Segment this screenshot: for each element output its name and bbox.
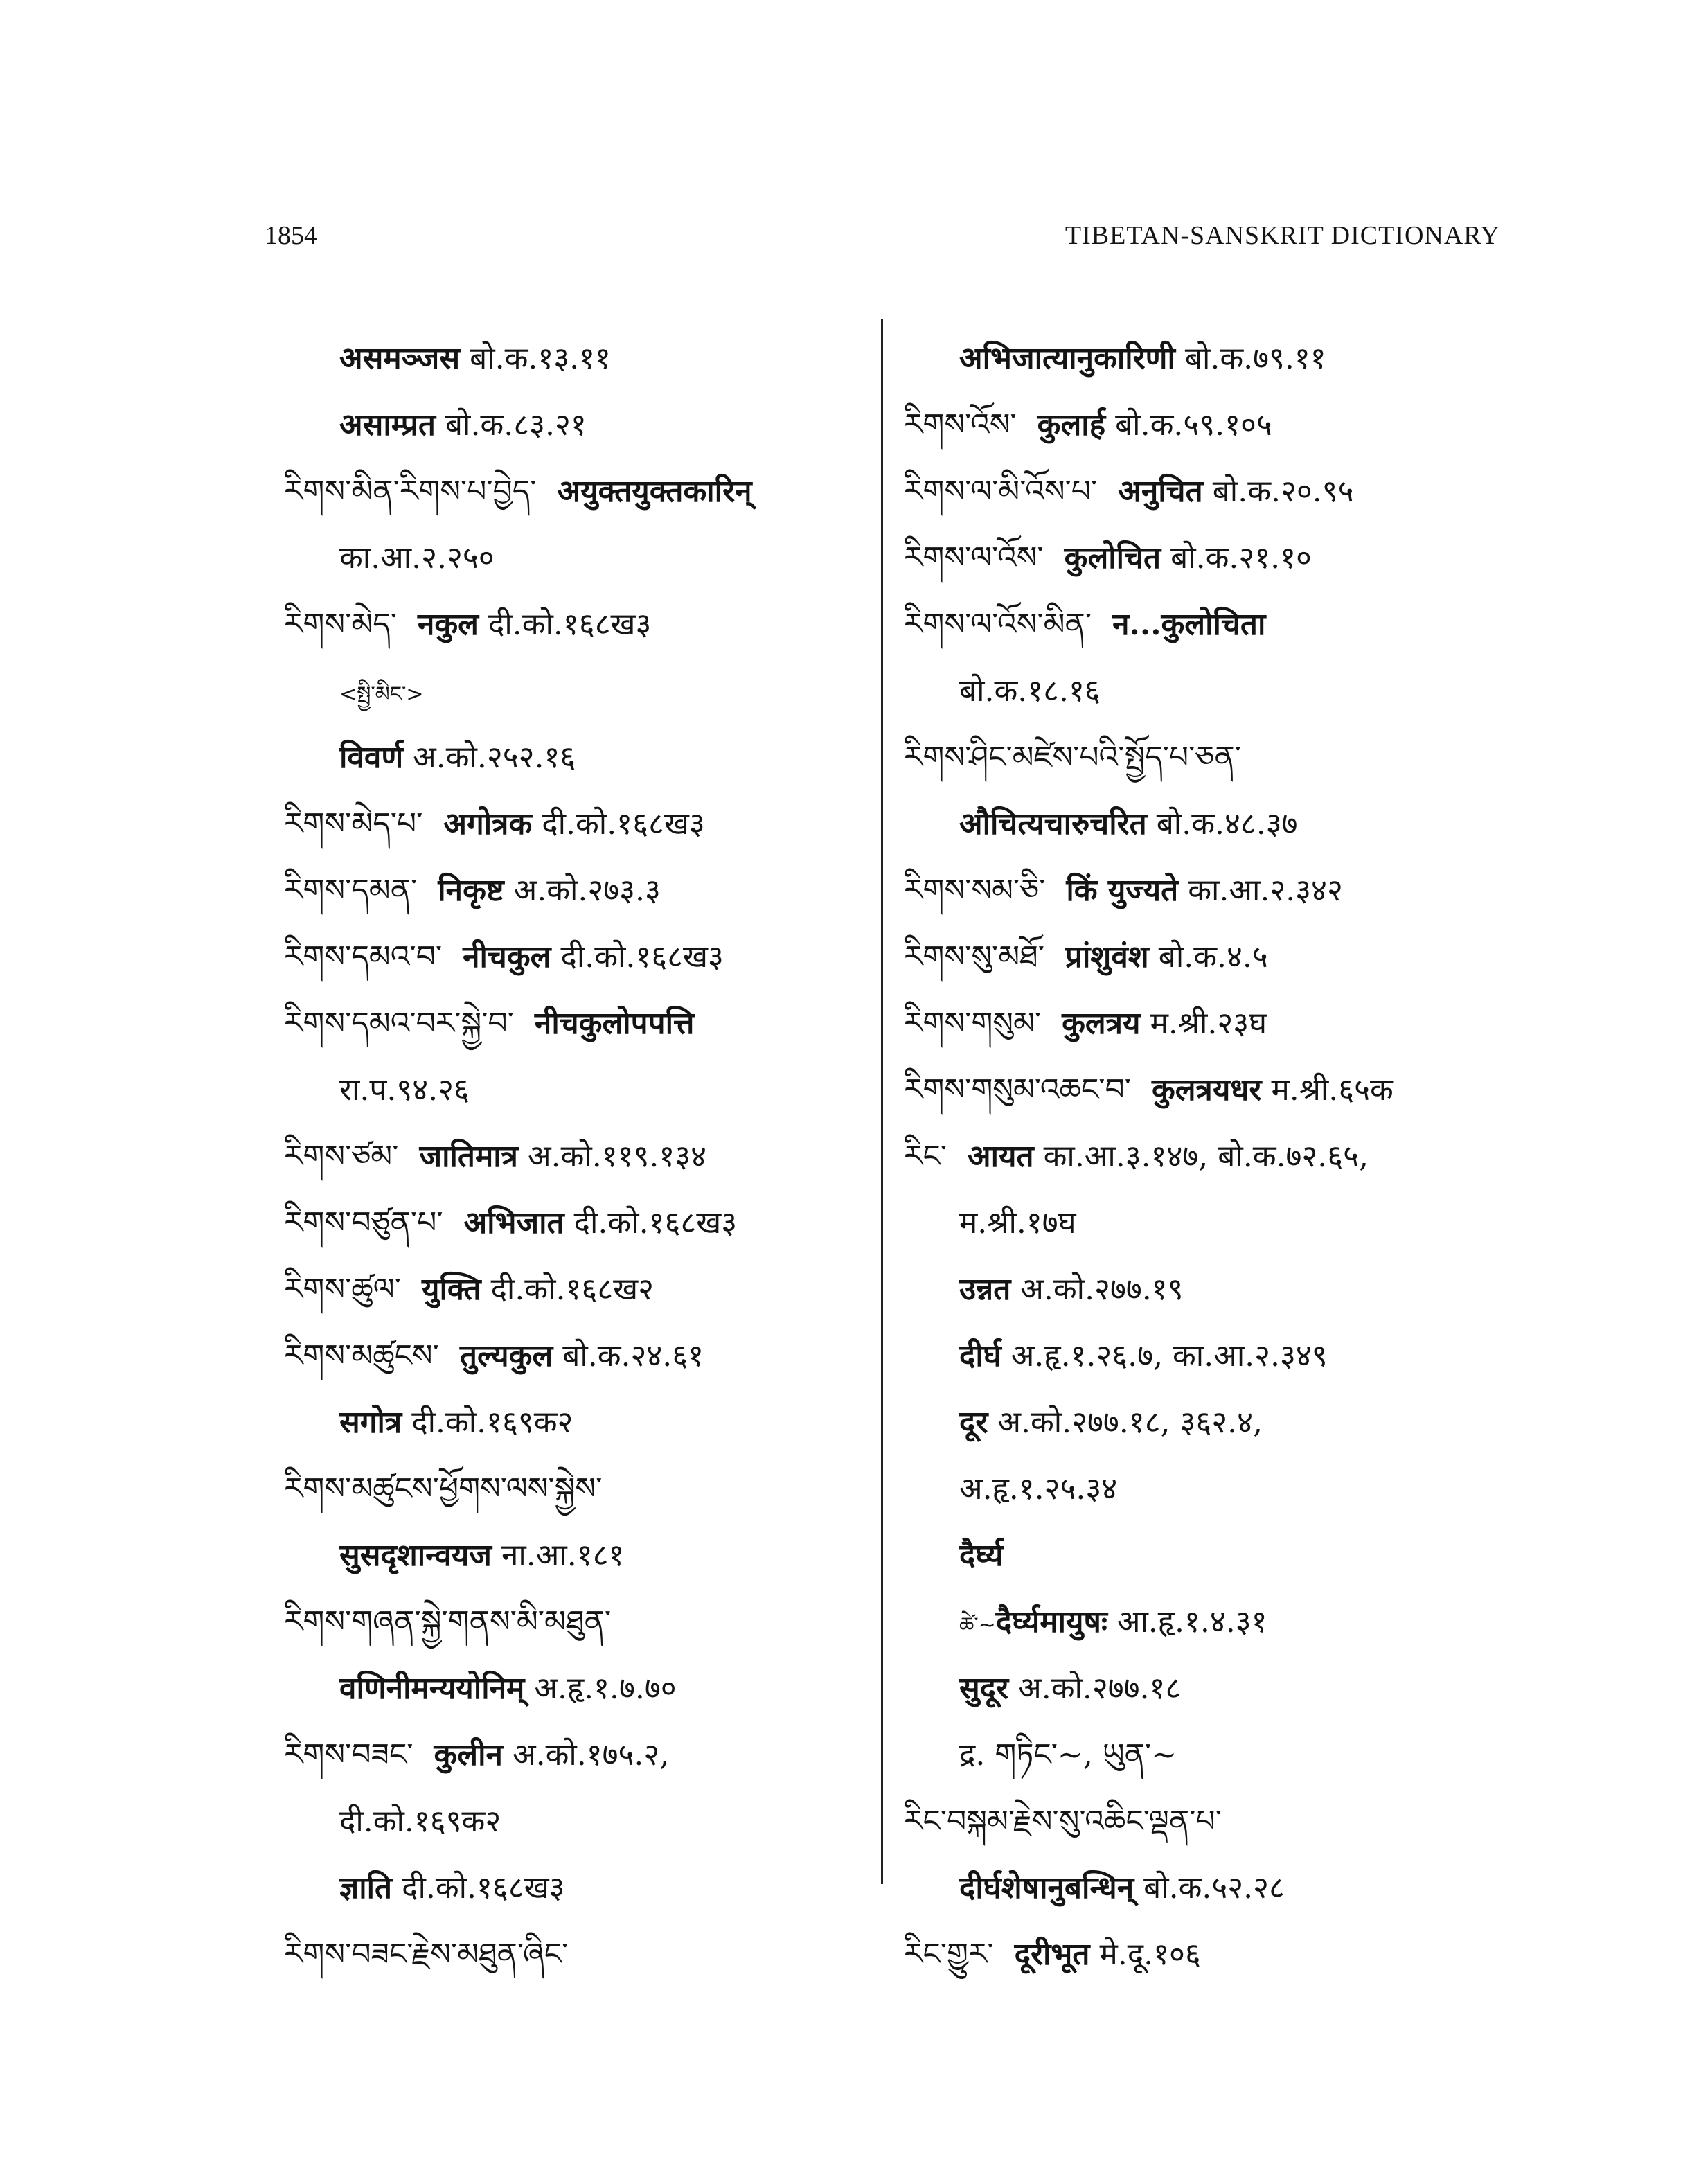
tibetan-headword: རིང་གྱུར་ xyxy=(904,1937,994,1972)
dictionary-line xyxy=(284,1589,866,1655)
dictionary-line xyxy=(904,1390,1499,1456)
page-number: 1854 xyxy=(265,221,317,250)
tibetan-headword: རིགས་ཤིང་མཛེས་པའི་སྤྱོད་པ་ཅན་ xyxy=(904,740,1241,775)
sanskrit-equivalent: ज्ञाति xyxy=(339,1870,393,1906)
tibetan-headword: རིང་ xyxy=(904,1139,947,1174)
source-reference: अ.को.२७७.१८ xyxy=(1018,1671,1182,1706)
source-reference: बो.क.१८.१६ xyxy=(959,673,1101,709)
sanskrit-equivalent: न...कुलोचिता xyxy=(1112,607,1266,642)
source-reference: बो.क.२१.१० xyxy=(1170,540,1312,576)
tibetan-headword: རིགས་དམའ་བ་ xyxy=(284,939,443,975)
tibetan-headword: རིགས་མཚུངས་ཕྱོགས་ལས་སྐྱེས་ xyxy=(284,1471,603,1507)
dictionary-line xyxy=(904,1257,1499,1323)
dictionary-line xyxy=(904,924,1499,991)
dictionary-line xyxy=(904,725,1499,791)
dictionary-line xyxy=(904,1655,1499,1722)
dictionary-line xyxy=(284,1190,866,1257)
sanskrit-equivalent: दीर्घ xyxy=(959,1338,1001,1374)
source-reference: अ.को.२७७.१८, ३६२.४, xyxy=(997,1405,1263,1440)
tibetan-headword: རིགས་བཙུན་པ་ xyxy=(284,1205,443,1241)
dictionary-line xyxy=(284,326,866,392)
sanskrit-equivalent: नीचकुलोपपत्ति xyxy=(534,1006,695,1041)
source-reference: बो.क.५९.१०५ xyxy=(1115,407,1272,443)
dictionary-line xyxy=(284,791,866,858)
tibetan-headword: རིགས་མེད་ xyxy=(284,607,397,642)
sanskrit-equivalent: असाम्प्रत xyxy=(339,407,436,443)
dictionary-line xyxy=(904,392,1499,459)
source-reference: अ.हृ.१.२६.७, का.आ.२.३४९ xyxy=(1010,1338,1328,1374)
dictionary-line xyxy=(904,1190,1499,1257)
dictionary-line xyxy=(904,1522,1499,1589)
source-reference: दी.को.१६९क२ xyxy=(339,1804,501,1839)
source-reference: दी.को.१६८ख३ xyxy=(402,1870,565,1906)
sanskrit-equivalent: दूर xyxy=(959,1405,988,1440)
source-reference: बो.क.४८.३७ xyxy=(1156,806,1298,842)
dictionary-line xyxy=(284,1655,866,1722)
source-reference: अ.को.११९.१३४ xyxy=(527,1139,707,1174)
sanskrit-equivalent: अगोत्रक xyxy=(443,806,533,842)
tibetan-headword: རིགས་དམའ་བར་སྐྱེ་བ་ xyxy=(284,1006,514,1041)
dictionary-line xyxy=(284,1257,866,1323)
sanskrit-equivalent: कुलत्रयधर xyxy=(1151,1072,1262,1108)
sanskrit-equivalent: निकृष्ट xyxy=(438,873,504,908)
tibetan-note: <སྤྱི་མིང་> xyxy=(339,682,424,707)
dictionary-line xyxy=(904,1323,1499,1390)
sanskrit-equivalent: कुलीन xyxy=(434,1737,503,1773)
tibetan-headword: རིགས་བཟང་རྗེས་མཐུན་ཞིང་ xyxy=(284,1937,569,1972)
source-reference: बो.क.५२.२८ xyxy=(1143,1870,1285,1906)
sanskrit-equivalent: कुलार्ह xyxy=(1037,407,1106,443)
source-reference: दी.को.१६८ख३ xyxy=(542,806,705,842)
dictionary-line xyxy=(904,592,1499,658)
dictionary-line xyxy=(904,326,1499,392)
source-reference: बो.क.१३.११ xyxy=(470,341,611,376)
source-reference: म.श्री.१७घ xyxy=(959,1205,1076,1241)
source-reference: बो.क.७९.११ xyxy=(1184,341,1326,376)
dictionary-line xyxy=(904,1921,1499,1988)
sanskrit-equivalent: दैर्घ्यमायुषः xyxy=(995,1604,1107,1640)
tibetan-headword: རིགས་ལ་མི་འོས་པ་ xyxy=(904,474,1098,509)
dictionary-line xyxy=(904,1855,1499,1921)
tibetan-headword: རིགས་བཟང་ xyxy=(284,1737,413,1773)
source-reference: बो.क.२४.६१ xyxy=(562,1338,704,1374)
dictionary-line xyxy=(284,1057,866,1124)
dictionary-line xyxy=(904,991,1499,1057)
column-divider xyxy=(881,319,883,1884)
dictionary-line xyxy=(284,991,866,1057)
sanskrit-equivalent: कुलत्रय xyxy=(1062,1006,1141,1041)
source-reference: बो.क.४.५ xyxy=(1158,939,1268,975)
dictionary-line xyxy=(904,1057,1499,1124)
source-reference: ना.आ.१८१ xyxy=(501,1538,625,1573)
dictionary-line xyxy=(904,1456,1499,1522)
sanskrit-equivalent: दीर्घशेषानुबन्धिन् xyxy=(959,1870,1134,1906)
source-reference: अ.को.२५२.१६ xyxy=(413,740,576,775)
dictionary-line xyxy=(284,1788,866,1855)
sanskrit-equivalent: आयत xyxy=(968,1139,1034,1174)
tibetan-headword: རིགས་སམ་ཅི་ xyxy=(904,873,1046,908)
sanskrit-equivalent: वणिनीमन्ययोनिम् xyxy=(339,1671,525,1706)
source-reference: अ.को.२७३.३ xyxy=(513,873,661,908)
sanskrit-equivalent: दूरीभूत xyxy=(1014,1937,1090,1972)
tibetan-headword: རིགས་ལ་འོས་མིན་ xyxy=(904,607,1092,642)
dictionary-line xyxy=(904,858,1499,924)
dictionary-line xyxy=(284,592,866,658)
left-column xyxy=(284,326,866,1988)
source-reference: म.श्री.६५क xyxy=(1271,1072,1393,1108)
dictionary-line xyxy=(904,1124,1499,1190)
dictionary-line xyxy=(904,791,1499,858)
sanskrit-equivalent: सुसदृशान्वयज xyxy=(339,1538,492,1573)
dictionary-line xyxy=(904,459,1499,525)
dictionary-line xyxy=(284,1522,866,1589)
sanskrit-equivalent: उन्नत xyxy=(959,1272,1011,1307)
sanskrit-equivalent: युक्ति xyxy=(421,1272,481,1307)
source-reference: अ.को.१७५.२, xyxy=(512,1737,670,1773)
tibetan-headword: རིགས་གསུམ་ xyxy=(904,1006,1042,1041)
sanskrit-equivalent: किं युज्यते xyxy=(1066,873,1179,908)
tibetan-headword: རིགས་དམན་ xyxy=(284,873,418,908)
tibetan-headword: རིགས་མིན་རིགས་པ་བྱེད་ xyxy=(284,474,537,509)
source-reference: का.आ.२.३४२ xyxy=(1188,873,1343,908)
right-column xyxy=(904,326,1499,1988)
tibetan-headword: རིགས་གཞན་སྐྱེ་གནས་མི་མཐུན་ xyxy=(284,1604,612,1640)
tibetan-headword: རིགས་མཚུངས་ xyxy=(284,1338,439,1374)
dictionary-line xyxy=(284,725,866,791)
dictionary-line xyxy=(284,924,866,991)
sanskrit-equivalent: नीचकुल xyxy=(463,939,551,975)
tibetan-headword: རིགས་མེད་པ་ xyxy=(284,806,423,842)
source-reference: अ.हृ.१.२५.३४ xyxy=(959,1471,1118,1507)
source-reference: दी.को.१६८ख३ xyxy=(488,607,652,642)
tibetan-note: ཚེ་~ xyxy=(959,1613,996,1637)
tibetan-headword: རིགས་སུ་མཐོ་ xyxy=(904,939,1044,975)
dictionary-line xyxy=(904,1589,1499,1655)
dictionary-line xyxy=(284,459,866,525)
tibetan-headword: རིགས་ལ་འོས་ xyxy=(904,540,1044,576)
dictionary-line xyxy=(904,525,1499,592)
tibetan-headword: རིགས་འོས་ xyxy=(904,407,1017,443)
dictionary-line xyxy=(284,1456,866,1522)
dictionary-line xyxy=(284,392,866,459)
source-reference: दी.को.१६९क२ xyxy=(411,1405,573,1440)
sanskrit-equivalent: अयुक्तयुक्तकारिन् xyxy=(557,474,752,509)
source-reference: द्र. གཏིང་~, ཡུན་~ xyxy=(959,1737,1177,1773)
dictionary-line xyxy=(284,1390,866,1456)
dictionary-line xyxy=(284,1921,866,1988)
source-reference: रा.प.९४.२६ xyxy=(339,1072,470,1108)
tibetan-headword: རིང་བསྐམ་རྗེས་སུ་འཆིང་ལྡན་པ་ xyxy=(904,1804,1222,1839)
sanskrit-equivalent: नकुल xyxy=(417,607,479,642)
sanskrit-equivalent: कुलोचित xyxy=(1064,540,1161,576)
dictionary-line xyxy=(284,525,866,592)
sanskrit-equivalent: दैर्घ्य xyxy=(959,1538,1004,1573)
sanskrit-equivalent: तुल्यकुल xyxy=(459,1338,553,1374)
tibetan-headword: རིགས་གསུམ་འཆང་བ་ xyxy=(904,1072,1131,1108)
sanskrit-equivalent: अभिजात xyxy=(463,1205,564,1241)
sanskrit-equivalent: विवर्ण xyxy=(339,740,404,775)
source-reference: का.आ.२.२५० xyxy=(339,540,495,576)
dictionary-line xyxy=(284,1855,866,1921)
sanskrit-equivalent: सुदूर xyxy=(959,1671,1009,1706)
sanskrit-equivalent: जातिमात्र xyxy=(419,1139,518,1174)
source-reference: अ.को.२७७.१९ xyxy=(1020,1272,1184,1307)
tibetan-headword: རིགས་ཙམ་ xyxy=(284,1139,399,1174)
sanskrit-equivalent: प्रांशुवंश xyxy=(1065,939,1149,975)
page-header xyxy=(265,220,1500,262)
dictionary-line xyxy=(284,1722,866,1788)
running-title: TIBETAN-SANSKRIT DICTIONARY xyxy=(1065,221,1500,250)
dictionary-line xyxy=(284,1323,866,1390)
dictionary-line xyxy=(904,1788,1499,1855)
dictionary-line xyxy=(904,1722,1499,1788)
dictionary-line xyxy=(284,1124,866,1190)
source-reference: अ.हृ.१.७.७० xyxy=(534,1671,677,1706)
source-reference: म.श्री.२३घ xyxy=(1150,1006,1267,1041)
source-reference: दी.को.१६८ख३ xyxy=(560,939,724,975)
dictionary-line xyxy=(284,658,866,725)
sanskrit-equivalent: सगोत्र xyxy=(339,1405,402,1440)
source-reference: दी.को.१६८ख३ xyxy=(573,1205,738,1241)
sanskrit-equivalent: औचित्यचारुचरित xyxy=(959,806,1147,842)
source-reference: बो.क.८३.२१ xyxy=(445,407,587,443)
source-reference: का.आ.३.१४७, बो.क.७२.६५, xyxy=(1043,1139,1369,1174)
dictionary-line xyxy=(904,658,1499,725)
source-reference: बो.क.२०.९५ xyxy=(1212,474,1354,509)
source-reference: दी.को.१६८ख२ xyxy=(490,1272,654,1307)
source-reference: आ.हृ.१.४.३१ xyxy=(1116,1604,1267,1640)
tibetan-headword: རིགས་ཚུལ་ xyxy=(284,1272,401,1307)
dictionary-line xyxy=(284,858,866,924)
sanskrit-equivalent: असमञ्जस xyxy=(339,341,461,376)
sanskrit-equivalent: अनुचित xyxy=(1118,474,1203,509)
source-reference: मे.दू.१०६ xyxy=(1099,1937,1201,1972)
sanskrit-equivalent: अभिजात्यानुकारिणी xyxy=(959,341,1175,376)
